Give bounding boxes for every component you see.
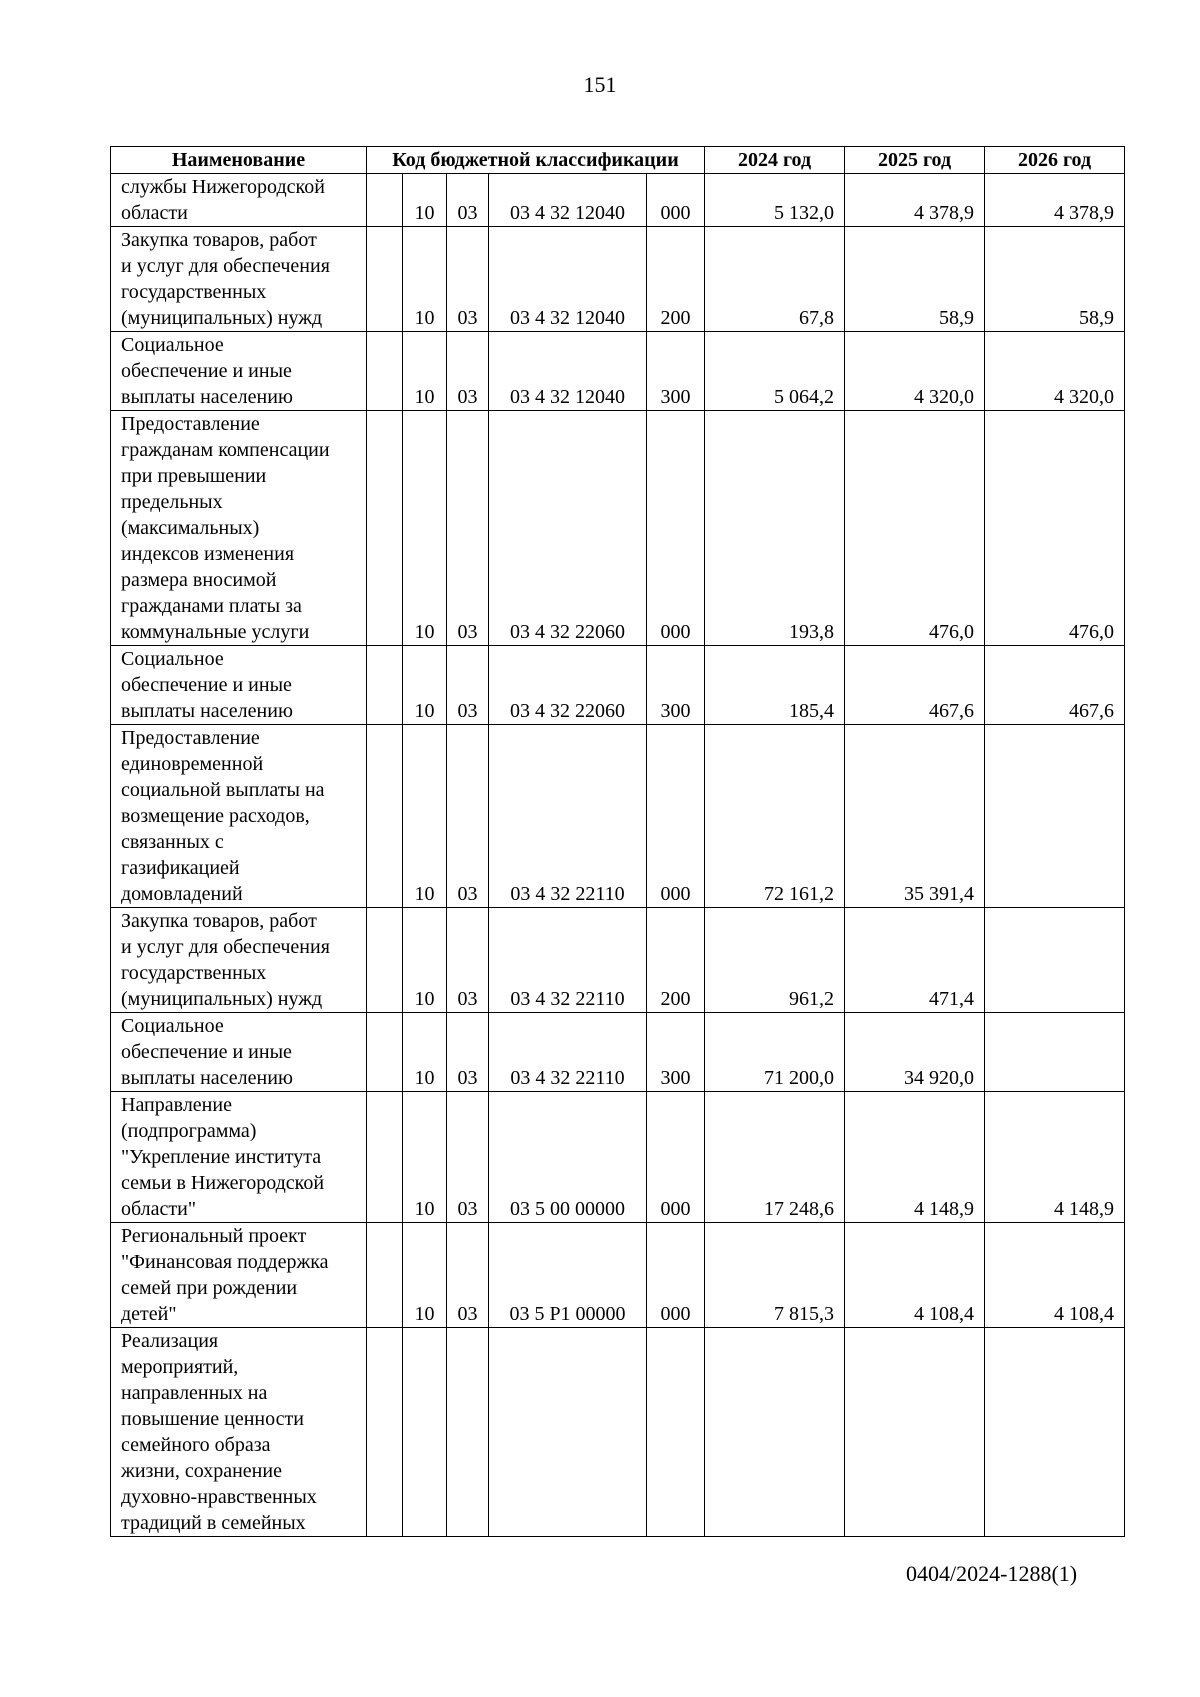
table-row (111, 1328, 1125, 1537)
subsection-code: 03 (447, 725, 489, 908)
value-2026: 4 108,4 (985, 1223, 1125, 1328)
row-name: Направление (подпрограмма) "Укрепление института семьи в Нижегородской области" (111, 1092, 367, 1223)
expense-type-code: 300 (647, 646, 705, 725)
table-row (111, 227, 1125, 332)
empty-cell (367, 908, 403, 1013)
value-2025: 467,6 (845, 646, 985, 725)
table-row (111, 908, 1125, 1013)
table-row (111, 1223, 1125, 1328)
value-2026: 4 148,9 (985, 1092, 1125, 1223)
section-code: 10 (403, 1013, 447, 1092)
value-2024: 193,8 (705, 411, 845, 646)
table-body (111, 174, 1125, 1537)
expense-type-code (647, 1328, 705, 1537)
empty-cell (367, 1223, 403, 1328)
row-name: Закупка товаров, работ и услуг для обеспечения государственных (муниципальных) нужд (111, 908, 367, 1013)
target-code (489, 1328, 647, 1537)
expense-type-code: 000 (647, 725, 705, 908)
value-2024: 17 248,6 (705, 1092, 845, 1223)
value-2026: 4 378,9 (985, 174, 1125, 227)
subsection-code: 03 (447, 908, 489, 1013)
subsection-code: 03 (447, 1092, 489, 1223)
empty-cell (367, 1328, 403, 1537)
empty-cell (367, 1013, 403, 1092)
value-2025: 35 391,4 (845, 725, 985, 908)
value-2026 (985, 908, 1125, 1013)
empty-cell (367, 332, 403, 411)
document-id: 0404/2024-1288(1) (906, 1561, 1078, 1586)
value-2025: 471,4 (845, 908, 985, 1013)
table-row (111, 1092, 1125, 1223)
table-row (111, 411, 1125, 646)
empty-cell (367, 1092, 403, 1223)
value-2024: 67,8 (705, 227, 845, 332)
expense-type-code: 000 (647, 411, 705, 646)
target-code: 03 4 32 22110 (489, 908, 647, 1013)
value-2026: 4 320,0 (985, 332, 1125, 411)
value-2025 (845, 1328, 985, 1537)
table-row (111, 646, 1125, 725)
section-code: 10 (403, 227, 447, 332)
expense-type-code: 000 (647, 174, 705, 227)
empty-cell (367, 411, 403, 646)
subsection-code: 03 (447, 174, 489, 227)
row-name: Реализация мероприятий, направленных на повышение ценности семейного образа жизни, сохранение духовно-нравственных традиций в семейных (111, 1328, 367, 1537)
row-name: Социальное обеспечение и иные выплаты населению (111, 332, 367, 411)
value-2025: 476,0 (845, 411, 985, 646)
target-code: 03 4 32 22110 (489, 725, 647, 908)
value-2025: 4 378,9 (845, 174, 985, 227)
value-2025: 58,9 (845, 227, 985, 332)
empty-cell (367, 174, 403, 227)
subsection-code: 03 (447, 1223, 489, 1328)
value-2026 (985, 1013, 1125, 1092)
target-code: 03 4 32 12040 (489, 227, 647, 332)
section-code: 10 (403, 1092, 447, 1223)
page-number: 151 (583, 72, 617, 97)
section-code: 10 (403, 411, 447, 646)
table-row (111, 332, 1125, 411)
value-2025: 34 920,0 (845, 1013, 985, 1092)
section-code: 10 (403, 1223, 447, 1328)
target-code: 03 4 32 22060 (489, 646, 647, 725)
value-2026: 58,9 (985, 227, 1125, 332)
value-2024: 5 064,2 (705, 332, 845, 411)
section-code: 10 (403, 908, 447, 1013)
expense-type-code: 300 (647, 1013, 705, 1092)
value-2026 (985, 725, 1125, 908)
subsection-code (447, 1328, 489, 1537)
row-name: Социальное обеспечение и иные выплаты населению (111, 646, 367, 725)
expense-type-code: 300 (647, 332, 705, 411)
row-name: Региональный проект "Финансовая поддержка семей при рождении детей" (111, 1223, 367, 1328)
expense-type-code: 000 (647, 1092, 705, 1223)
section-code: 10 (403, 332, 447, 411)
subsection-code: 03 (447, 1013, 489, 1092)
header-2024: 2024 год (705, 147, 845, 174)
expense-type-code: 000 (647, 1223, 705, 1328)
table-row (111, 174, 1125, 227)
table-row (111, 1013, 1125, 1092)
value-2024 (705, 1328, 845, 1537)
subsection-code: 03 (447, 227, 489, 332)
expense-type-code: 200 (647, 227, 705, 332)
value-2024: 7 815,3 (705, 1223, 845, 1328)
row-name: Закупка товаров, работ и услуг для обеспечения государственных (муниципальных) нужд (111, 227, 367, 332)
value-2025: 4 148,9 (845, 1092, 985, 1223)
empty-cell (367, 725, 403, 908)
empty-cell (367, 227, 403, 332)
row-name: Социальное обеспечение и иные выплаты населению (111, 1013, 367, 1092)
header-name: Наименование (111, 147, 367, 174)
section-code: 10 (403, 646, 447, 725)
value-2024: 72 161,2 (705, 725, 845, 908)
table-header-row (111, 147, 1125, 174)
table-row (111, 725, 1125, 908)
value-2026: 467,6 (985, 646, 1125, 725)
value-2024: 961,2 (705, 908, 845, 1013)
value-2025: 4 108,4 (845, 1223, 985, 1328)
section-code: 10 (403, 725, 447, 908)
target-code: 03 4 32 12040 (489, 174, 647, 227)
target-code: 03 5 P1 00000 (489, 1223, 647, 1328)
row-name: Предоставление гражданам компенсации при превышении предельных (максимальных) индексов изменения размера вносимой гражданами платы за коммунальные услуги (111, 411, 367, 646)
subsection-code: 03 (447, 332, 489, 411)
header-2026: 2026 год (985, 147, 1125, 174)
target-code: 03 4 32 12040 (489, 332, 647, 411)
row-name: службы Нижегородской области (111, 174, 367, 227)
header-2025: 2025 год (845, 147, 985, 174)
row-name: Предоставление единовременной социальной выплаты на возмещение расходов, связанных с газификацией домовладений (111, 725, 367, 908)
target-code: 03 4 32 22110 (489, 1013, 647, 1092)
header-code: Код бюджетной классификации (367, 147, 705, 174)
section-code (403, 1328, 447, 1537)
value-2026: 476,0 (985, 411, 1125, 646)
empty-cell (367, 646, 403, 725)
target-code: 03 5 00 00000 (489, 1092, 647, 1223)
budget-table (110, 146, 1125, 1537)
value-2024: 71 200,0 (705, 1013, 845, 1092)
value-2025: 4 320,0 (845, 332, 985, 411)
value-2024: 5 132,0 (705, 174, 845, 227)
subsection-code: 03 (447, 646, 489, 725)
value-2026 (985, 1328, 1125, 1537)
section-code: 10 (403, 174, 447, 227)
subsection-code: 03 (447, 411, 489, 646)
value-2024: 185,4 (705, 646, 845, 725)
target-code: 03 4 32 22060 (489, 411, 647, 646)
expense-type-code: 200 (647, 908, 705, 1013)
